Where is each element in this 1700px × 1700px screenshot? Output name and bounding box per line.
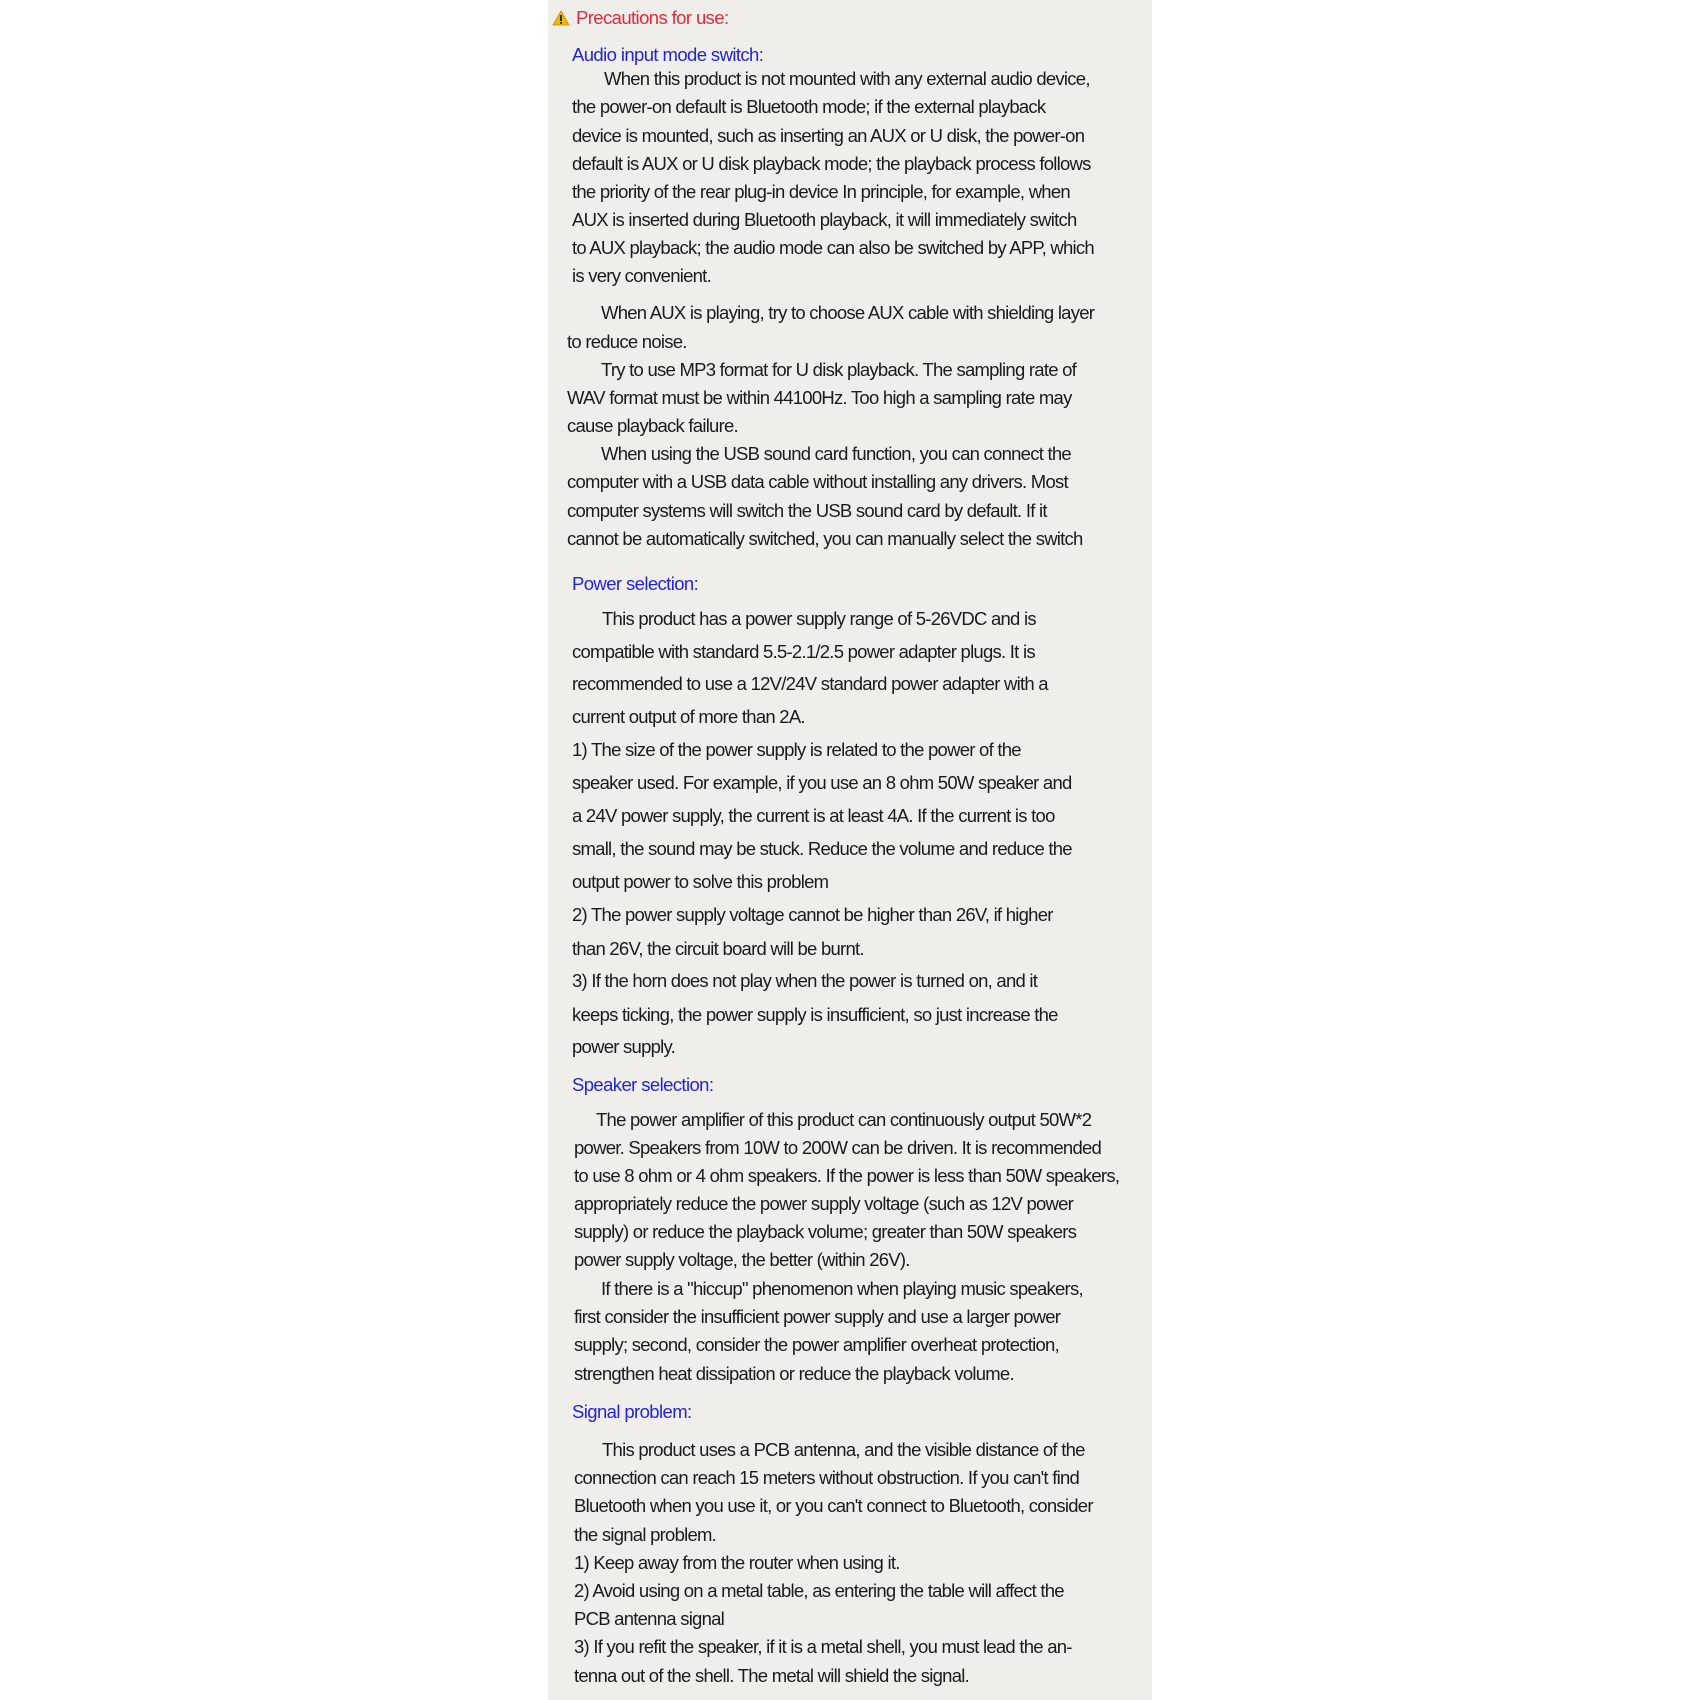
section-heading-signal-problem: Signal problem:	[572, 1401, 692, 1422]
text-line: The power amplifier of this product can continuously output 50W*2	[596, 1109, 1092, 1130]
text-line: connection can reach 15 meters without obstruction. If you can't find	[574, 1467, 1080, 1488]
text-line: keeps ticking, the power supply is insufficient, so just increase the	[572, 1004, 1058, 1025]
text-line: 2) Avoid using on a metal table, as entering the table will affect the	[574, 1580, 1064, 1601]
text-line: computer with a USB data cable without installing any drivers. Most	[567, 471, 1068, 492]
text-line: cause playback failure.	[567, 415, 738, 436]
text-line: the priority of the rear plug-in device In principle, for example, when	[572, 181, 1070, 202]
text-line: appropriately reduce the power supply voltage (such as 12V power	[574, 1193, 1074, 1214]
text-line: power supply voltage, the better (within 26V).	[574, 1249, 910, 1270]
text-line: This product has a power supply range of 5-26VDC and is	[602, 608, 1036, 629]
text-line: strengthen heat dissipation or reduce the playback volume.	[574, 1363, 1014, 1384]
text-line: small, the sound may be stuck. Reduce the volume and reduce the	[572, 838, 1072, 859]
text-line: tenna out of the shell. The metal will shield the signal.	[574, 1665, 969, 1686]
text-line: 1) Keep away from the router when using it.	[574, 1552, 900, 1573]
text-line: Bluetooth when you use it, or you can't connect to Bluetooth, consider	[574, 1495, 1093, 1516]
page-title: Precautions for use:	[576, 7, 729, 28]
text-line: the power-on default is Bluetooth mode; if the external playback	[572, 96, 1046, 117]
section-heading-audio-input: Audio input mode switch:	[572, 44, 764, 65]
text-line: current output of more than 2A.	[572, 706, 805, 727]
text-line: a 24V power supply, the current is at least 4A. If the current is too	[572, 805, 1055, 826]
text-line: output power to solve this problem	[572, 871, 829, 892]
text-line: device is mounted, such as inserting an AUX or U disk, the power-on	[572, 125, 1085, 146]
text-line: If there is a "hiccup" phenomenon when playing music speakers,	[601, 1278, 1083, 1299]
text-line: to use 8 ohm or 4 ohm speakers. If the power is less than 50W speakers,	[574, 1165, 1120, 1186]
text-line: When using the USB sound card function, you can connect the	[601, 443, 1071, 464]
text-line: the signal problem.	[574, 1524, 717, 1545]
section-heading-speaker-selection: Speaker selection:	[572, 1074, 714, 1095]
precautions-panel	[548, 0, 1152, 1700]
text-line: to AUX playback; the audio mode can also be switched by APP, which	[572, 237, 1094, 258]
text-line: speaker used. For example, if you use an 8 ohm 50W speaker and	[572, 772, 1072, 793]
text-line: recommended to use a 12V/24V standard power adapter with a	[572, 673, 1048, 694]
text-line: 1) The size of the power supply is related to the power of the	[572, 739, 1021, 760]
text-line: PCB antenna signal	[574, 1608, 725, 1629]
text-line: first consider the insufficient power supply and use a larger power	[574, 1306, 1061, 1327]
text-line: 3) If you refit the speaker, if it is a metal shell, you must lead the an-	[574, 1636, 1072, 1657]
text-line: 3) If the horn does not play when the power is turned on, and it	[572, 970, 1038, 991]
text-line: supply) or reduce the playback volume; greater than 50W speakers	[574, 1221, 1077, 1242]
warning-icon	[552, 10, 570, 26]
text-line: This product uses a PCB antenna, and the visible distance of the	[602, 1439, 1085, 1460]
text-line: When AUX is playing, try to choose AUX cable with shielding layer	[601, 302, 1095, 323]
text-line: is very convenient.	[572, 265, 711, 286]
text-line: computer systems will switch the USB sound card by default. If it	[567, 500, 1047, 521]
text-line: supply; second, consider the power amplifier overheat protection,	[574, 1334, 1059, 1355]
text-line: power supply.	[572, 1036, 676, 1057]
text-line: Try to use MP3 format for U disk playback. The sampling rate of	[601, 359, 1077, 380]
text-line: WAV format must be within 44100Hz. Too high a sampling rate may	[567, 387, 1072, 408]
text-line: compatible with standard 5.5-2.1/2.5 power adapter plugs. It is	[572, 641, 1035, 662]
text-line: to reduce noise.	[567, 331, 687, 352]
text-line: power. Speakers from 10W to 200W can be driven. It is recommended	[574, 1137, 1102, 1158]
text-line: AUX is inserted during Bluetooth playback, it will immediately switch	[572, 209, 1077, 230]
section-heading-power-selection: Power selection:	[572, 573, 699, 594]
text-line: cannot be automatically switched, you can manually select the switch	[567, 528, 1083, 549]
text-line: 2) The power supply voltage cannot be higher than 26V, if higher	[572, 904, 1053, 925]
text-line: When this product is not mounted with any external audio device,	[604, 68, 1090, 89]
text-line: default is AUX or U disk playback mode; the playback process follows	[572, 153, 1091, 174]
text-line: than 26V, the circuit board will be burnt.	[572, 938, 864, 959]
